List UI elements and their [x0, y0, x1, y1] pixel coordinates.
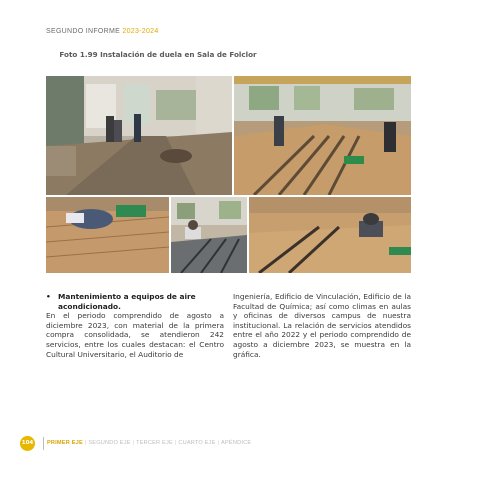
- left-body-text: En el periodo comprendido de agosto a diciembre 2023, con material de la primera compra consolidada, se atendieron 242 servicios, entre los cuales destacan: el Centro Cultural Universitario, el Auditorio de: [46, 311, 224, 359]
- section-heading: [46, 292, 224, 302]
- worker-crouching-photo: [171, 197, 247, 273]
- nav-separator: |: [217, 440, 220, 446]
- nav-segundo-eje[interactable]: SEGUNDO EJE: [88, 440, 131, 446]
- page-number: 104: [21, 440, 34, 446]
- report-title: SEGUNDO INFORME: [46, 28, 121, 35]
- nav-separator: |: [84, 440, 87, 446]
- left-text-column: [46, 292, 224, 359]
- photo-collage: [46, 76, 411, 273]
- right-text-column: [233, 292, 411, 359]
- nav-primer-eje[interactable]: PRIMER EJE: [47, 440, 83, 446]
- nav-cuarto-eje[interactable]: CUARTO EJE: [178, 440, 216, 446]
- wood-floor-closeup-photo: [249, 197, 411, 273]
- nav-tercer-eje[interactable]: TERCER EJE: [136, 440, 173, 446]
- page-footer: [20, 436, 251, 450]
- report-years: 2023-2024: [122, 28, 159, 35]
- nav-apendice[interactable]: APÉNDICE: [221, 440, 252, 446]
- bullet-marker: •: [46, 292, 51, 301]
- footer-divider: [43, 437, 44, 450]
- section-heading-line2: acondicionado.: [58, 301, 121, 311]
- nav-separator: |: [132, 440, 135, 446]
- dance-hall-workers-photo: [46, 76, 232, 195]
- floor-installation-photo: [234, 76, 411, 195]
- page-number-badge: [20, 436, 35, 451]
- photo-caption: Foto 1.99 Instalación de duela en Sala de Folclor: [59, 50, 257, 59]
- right-body-text: Ingeniería, Edificio de Vinculación, Edificio de la Facultad de Química; así como climas en aulas y oficinas de diversos campus de nuestra institucional. La relación de servicios atendidos entre el año 2022 y el periodo comprendido de agosto a diciembre 2023, se muestra en la gráfica.: [233, 292, 411, 359]
- nav-separator: |: [174, 440, 177, 446]
- report-header: [46, 28, 159, 35]
- worker-kneeling-photo: [46, 197, 169, 273]
- section-heading-line1: Mantenimiento a equipos de aire: [58, 292, 196, 301]
